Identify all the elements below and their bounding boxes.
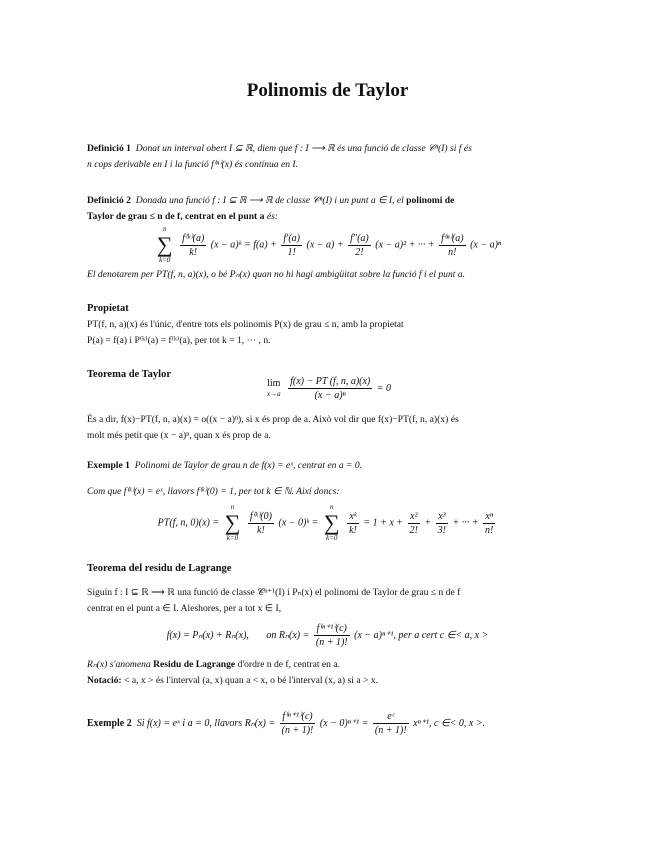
summation-symbol: n ∑ k=0 [323,503,340,542]
notation-text: < a, x > és l'interval (a, x) quan a < x, o bé l'interval (x, a) si a > x. [124,675,378,686]
fraction: $\frac{\text{x²}}{2!}$ [409,510,418,536]
formula-term: (x − a)ⁿ⁺¹, per a cert c ∈< a, x > [354,629,489,641]
summation-symbol: n ∑ k=0 [224,503,241,542]
lagrange-line2: centrat en el punt a ∈ I. Aleshores, per a tot x ∈ I, [87,603,282,614]
definition-2-term-cont: Taylor de grau ≤ n de f, centrat en el punt a [87,211,265,222]
notation-label: Notació: [87,675,122,686]
fraction: $\frac{\text{x³}}{3!}$ [437,510,446,536]
lagrange-statement [87,585,575,617]
taylor-theorem-explanation [87,412,575,444]
definition-2-line1: Donada una funció f : I ⊆ ℝ ⟶ ℝ de classe 𝒞ⁿ(I) i un punt a ∈ I, el [135,195,404,206]
formula-term: (x − a)ⁿ [470,239,502,251]
definition-2 [87,193,575,225]
explanation-line2: molt més petit que (x − a)ⁿ, quan x és prop de a. [87,430,271,441]
taylor-polynomial-formula [0,225,655,265]
example-1 [87,458,575,474]
example-1-line2: Com que f⁽ᵏ⁾(x) = eˣ, llavors f⁽ᵏ⁾(0) = 1, per tot k ∈ ℕ. Així doncs: [87,486,340,497]
summation-symbol: n ∑ k=0 [156,225,173,264]
definition-2-label: Definició 2 [87,195,131,206]
property-section [87,301,575,349]
definition-1-line1: Donat un interval obert I ⊆ ℝ, diem que f : I ⟶ ℝ és una funció de classe 𝒞ⁿ(I) si f és [135,143,472,154]
formula-term: on Rₙ(x) = [266,629,310,641]
formula-term: (x − 0)ᵏ = [278,517,319,529]
lagrange-heading [87,561,575,577]
formula-term: xⁿ⁺¹, c ∈< 0, x >. [413,717,486,729]
formula-term: + [424,517,432,529]
residue-note-end: d'ordre n de f, centrat en a. [237,659,341,670]
fraction: $\frac{f(x) - PT (f, n, a)(x)}{\text{(x − a)ⁿ}}$ [290,376,371,401]
fraction: $\frac{\text{xⁿ}}{n!}$ [485,510,494,536]
formula-term: + ··· + [452,517,479,529]
formula-term: = 1 + x + [363,517,404,529]
formula-term: (x − 0)ⁿ⁺¹ = [319,717,369,729]
section-heading: Teorema del residu de Lagrange [87,563,232,574]
example-1-label: Exemple 1 [87,460,130,471]
limit-symbol: lim x→a [266,378,281,398]
property-line2: P(a) = f(a) i P⁽ᵏ⁾(a) = f⁽ᵏ⁾(a), per tot k = 1, ··· , n. [87,335,271,346]
page-title: Polinomis de Taylor [246,80,409,101]
fraction: $\frac{\text{f⁽ⁿ⁾(a)}}{n!}$ [441,232,464,258]
formula-term: (x − a) + [306,239,344,251]
fraction: $\frac{\text{f⁽ᵏ⁾(0)}}{k!}$ [249,510,272,536]
property-heading: Propietat [87,303,129,314]
fraction: $\frac{\text{f⁽ᵏ⁾(a)}}{k!}$ [182,232,205,258]
example-1-text: Polinomi de Taylor de grau n de f(x) = eˣ, centrat en a = 0. [134,460,363,471]
lagrange-line1: Siguin f : I ⊆ ℝ ⟶ ℝ una funció de classe 𝒞ⁿ⁺¹(I) i Pₙ(x) el polinomi de Taylor de grau ≤ n de f [87,587,461,598]
definition-2-term: polinomi de [406,195,455,206]
definition-1 [87,141,575,173]
definition-2-line2: és: [266,211,279,222]
property-line1: PT(f, n, a)(x) és l'únic, d'entre tots els polinomis P(x) de grau ≤ n, amb la propietat [87,319,404,330]
definition-1-line2: n cops derivable en I i la funció f⁽ⁿ⁾(x) és contínua en I. [87,159,299,170]
taylor-limit-formula [0,375,655,402]
lagrange-formula [0,622,655,649]
exponential-taylor-formula [0,503,655,543]
residue-term: Residu de Lagrange [153,659,236,670]
lagrange-notes [87,657,575,689]
fraction: $\frac{\text{f⁽ⁿ⁺¹⁾(c)}}{(n + 1)!}$ [281,711,314,736]
fraction: $\frac{f''(a)}{2!}$ [350,232,369,258]
section-heading: Teorema de Taylor [87,369,172,380]
fraction: $\frac{\text{eᶜ}}{(n + 1)!}$ [374,711,407,736]
formula-term: PT(f, n, 0)(x) = [157,517,220,529]
definition-1-label: Definició 1 [87,143,131,154]
formula-term: f(x) = Pₙ(x) + Rₙ(x), [166,629,249,641]
definition-2-note: El denotarem per PT(f, n, a)(x), o bé Pₙ(x) quan no hi hagi ambigüitat sobre la funció f i el punt a. [87,269,466,280]
formula-term: (x − a)ᵏ = f(a) + [210,239,277,251]
formula-term: (x − a)² + ··· + [375,239,435,251]
example-2-text: Si f(x) = eˣ i a = 0, llavors Rₙ(x) = [136,717,276,729]
fraction: $\frac{f'(a)}{1!}$ [283,232,301,258]
formula-term: = 0 [376,382,391,394]
residue-note-start: Rₙ(x) s'anomena [87,659,151,670]
example-2-label: Exemple 2 [87,717,132,729]
explanation-line1: És a dir, f(x)−PT(f, n, a)(x) = o((x − a)ⁿ), si x és prop de a. Això vol dir que f(x)−PT(f, n, a)(x) és [87,414,459,425]
fraction: $\frac{\text{xᵏ}}{k!}$ [349,510,357,536]
fraction: $\frac{\text{f⁽ⁿ⁺¹⁾(c)}}{(n + 1)!}$ [315,623,348,648]
example-2 [87,710,567,737]
